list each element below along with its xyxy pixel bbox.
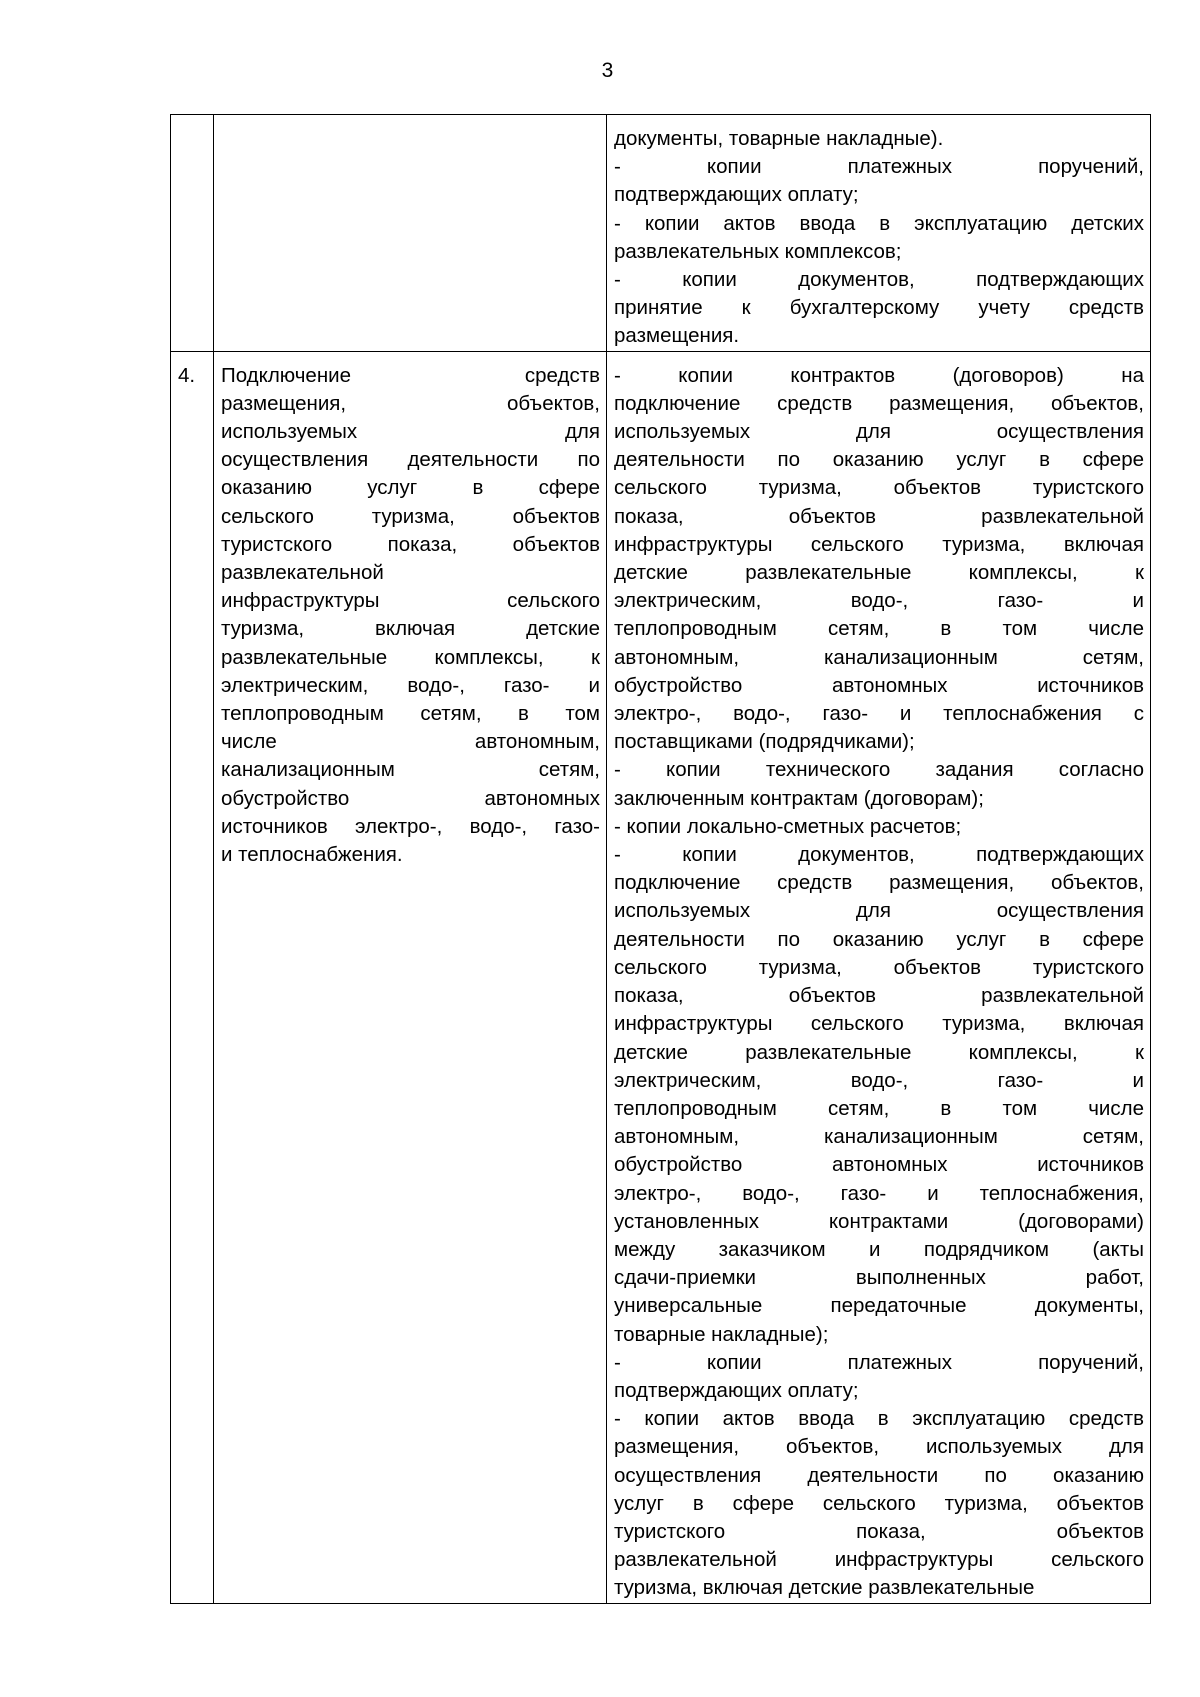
documents-text [607, 352, 1150, 1603]
text-line: размещения. [614, 324, 740, 348]
text-line: числе автономным, [221, 730, 600, 754]
text-line: сельского туризма, объектов [221, 504, 600, 528]
text-line: между заказчиком и подрядчиком (акты [614, 1237, 1144, 1261]
text-line: подключение средств размещения, объектов, [614, 871, 1144, 895]
documents-cell [607, 115, 1151, 352]
text-line: используемых для осуществления [614, 899, 1144, 923]
text-line: услуг в сфере сельского туризма, объектов [614, 1491, 1144, 1515]
text-line: подключение средств размещения, объектов, [614, 391, 1144, 415]
text-line: детские развлекательные комплексы, к [614, 1040, 1144, 1064]
text-line: - копии платежных поручений, [614, 155, 1144, 179]
text-line: автономным, канализационным сетям, [614, 1125, 1144, 1149]
text-line: принятие к бухгалтерскому учету средств [614, 296, 1144, 320]
text-line: туристского показа, объектов [614, 1519, 1144, 1543]
documents-text [607, 115, 1150, 351]
text-line: автономным, канализационным сетям, [614, 645, 1144, 669]
text-line: сельского туризма, объектов туристского [614, 955, 1144, 979]
text-line: осуществления деятельности по [221, 448, 600, 472]
text-line: развлекательной [221, 561, 384, 585]
row-number-cell [171, 351, 214, 1603]
documents-cell [607, 351, 1151, 1603]
text-line: электрическим, водо-, газо- и [614, 1068, 1144, 1092]
text-line: электрическим, водо-, газо- и [614, 589, 1144, 613]
text-line: канализационным сетям, [221, 758, 600, 782]
text-line: осуществления деятельности по оказанию [614, 1463, 1144, 1487]
text-line: детские развлекательные комплексы, к [614, 561, 1144, 585]
text-line: размещения, объектов, [221, 391, 600, 415]
text-line: оказанию услуг в сфере [221, 476, 600, 500]
text-line: инфраструктуры сельского туризма, включая [614, 532, 1144, 556]
text-line: деятельности по оказанию услуг в сфере [614, 448, 1144, 472]
text-line: - копии платежных поручений, [614, 1350, 1144, 1374]
text-line: электрическим, водо-, газо- и [221, 673, 600, 697]
text-line: - копии контрактов (договоров) на [614, 363, 1144, 387]
row-number: 4. [178, 363, 196, 387]
text-line: обустройство автономных [221, 786, 600, 810]
description-cell [214, 115, 607, 352]
text-line: подтверждающих оплату; [614, 183, 859, 207]
text-line: документы, товарные накладные). [614, 127, 944, 150]
description-cell [214, 351, 607, 1603]
text-line: - копии технического задания согласно [614, 758, 1144, 782]
text-line: универсальные передаточные документы, [614, 1294, 1144, 1318]
text-line: обустройство автономных источников [614, 673, 1144, 697]
text-line: и теплоснабжения. [221, 843, 403, 867]
text-line: туризма, включая детские развлекательные [614, 1576, 1035, 1600]
text-line: обустройство автономных источников [614, 1153, 1144, 1177]
text-line: товарные накладные); [614, 1322, 829, 1346]
text-line: - копии актов ввода в эксплуатацию детских [614, 211, 1144, 235]
text-line: теплопроводным сетям, в том числе [614, 1096, 1144, 1120]
text-line: инфраструктуры сельского туризма, включая [614, 1012, 1144, 1036]
text-line: теплопроводным сетям, в том [221, 702, 600, 726]
text-line: - копии локально-сметных расчетов; [614, 814, 962, 838]
text-line: используемых для осуществления [614, 420, 1144, 444]
text-line: туристского показа, объектов [221, 532, 600, 556]
text-line: электро-, водо-, газо- и теплоснабжения с [614, 702, 1144, 726]
table-row [171, 115, 1151, 352]
text-line: заключенным контрактам (договорам); [614, 786, 984, 810]
text-line: поставщиками (подрядчиками); [614, 730, 915, 754]
page-number: 3 [601, 59, 614, 82]
text-line: развлекательной инфраструктуры сельского [614, 1548, 1144, 1572]
text-line: сельского туризма, объектов туристского [614, 476, 1144, 500]
table-row [171, 351, 1151, 1603]
description-text [214, 115, 606, 125]
text-line: источников электро-, водо-, газо- [221, 814, 600, 838]
text-line: - копии документов, подтверждающих [614, 843, 1144, 867]
text-line: инфраструктуры сельского [221, 589, 600, 613]
text-line: Подключение средств [221, 363, 600, 387]
text-line: развлекательных комплексов; [614, 239, 902, 263]
row-number-cell [171, 115, 214, 352]
row-number [171, 115, 213, 125]
text-line: туризма, включая детские [221, 617, 600, 641]
text-line: размещения, объектов, используемых для [614, 1435, 1144, 1459]
text-line: используемых для [221, 420, 600, 444]
text-line: деятельности по оказанию услуг в сфере [614, 927, 1144, 951]
text-line: - копии документов, подтверждающих [614, 268, 1144, 292]
text-line: теплопроводным сетям, в том числе [614, 617, 1144, 641]
text-line: установленных контрактами (договорами) [614, 1209, 1144, 1233]
text-line: - копии актов ввода в эксплуатацию средств [614, 1407, 1144, 1431]
description-text [214, 352, 606, 870]
text-line: показа, объектов развлекательной [614, 504, 1144, 528]
text-line: электро-, водо-, газо- и теплоснабжения, [614, 1181, 1144, 1205]
text-line: подтверждающих оплату; [614, 1378, 859, 1402]
text-line: показа, объектов развлекательной [614, 984, 1144, 1008]
text-line: сдачи-приемки выполненных работ, [614, 1266, 1144, 1290]
text-line: развлекательные комплексы, к [221, 645, 600, 669]
requirements-table [170, 114, 1151, 1604]
